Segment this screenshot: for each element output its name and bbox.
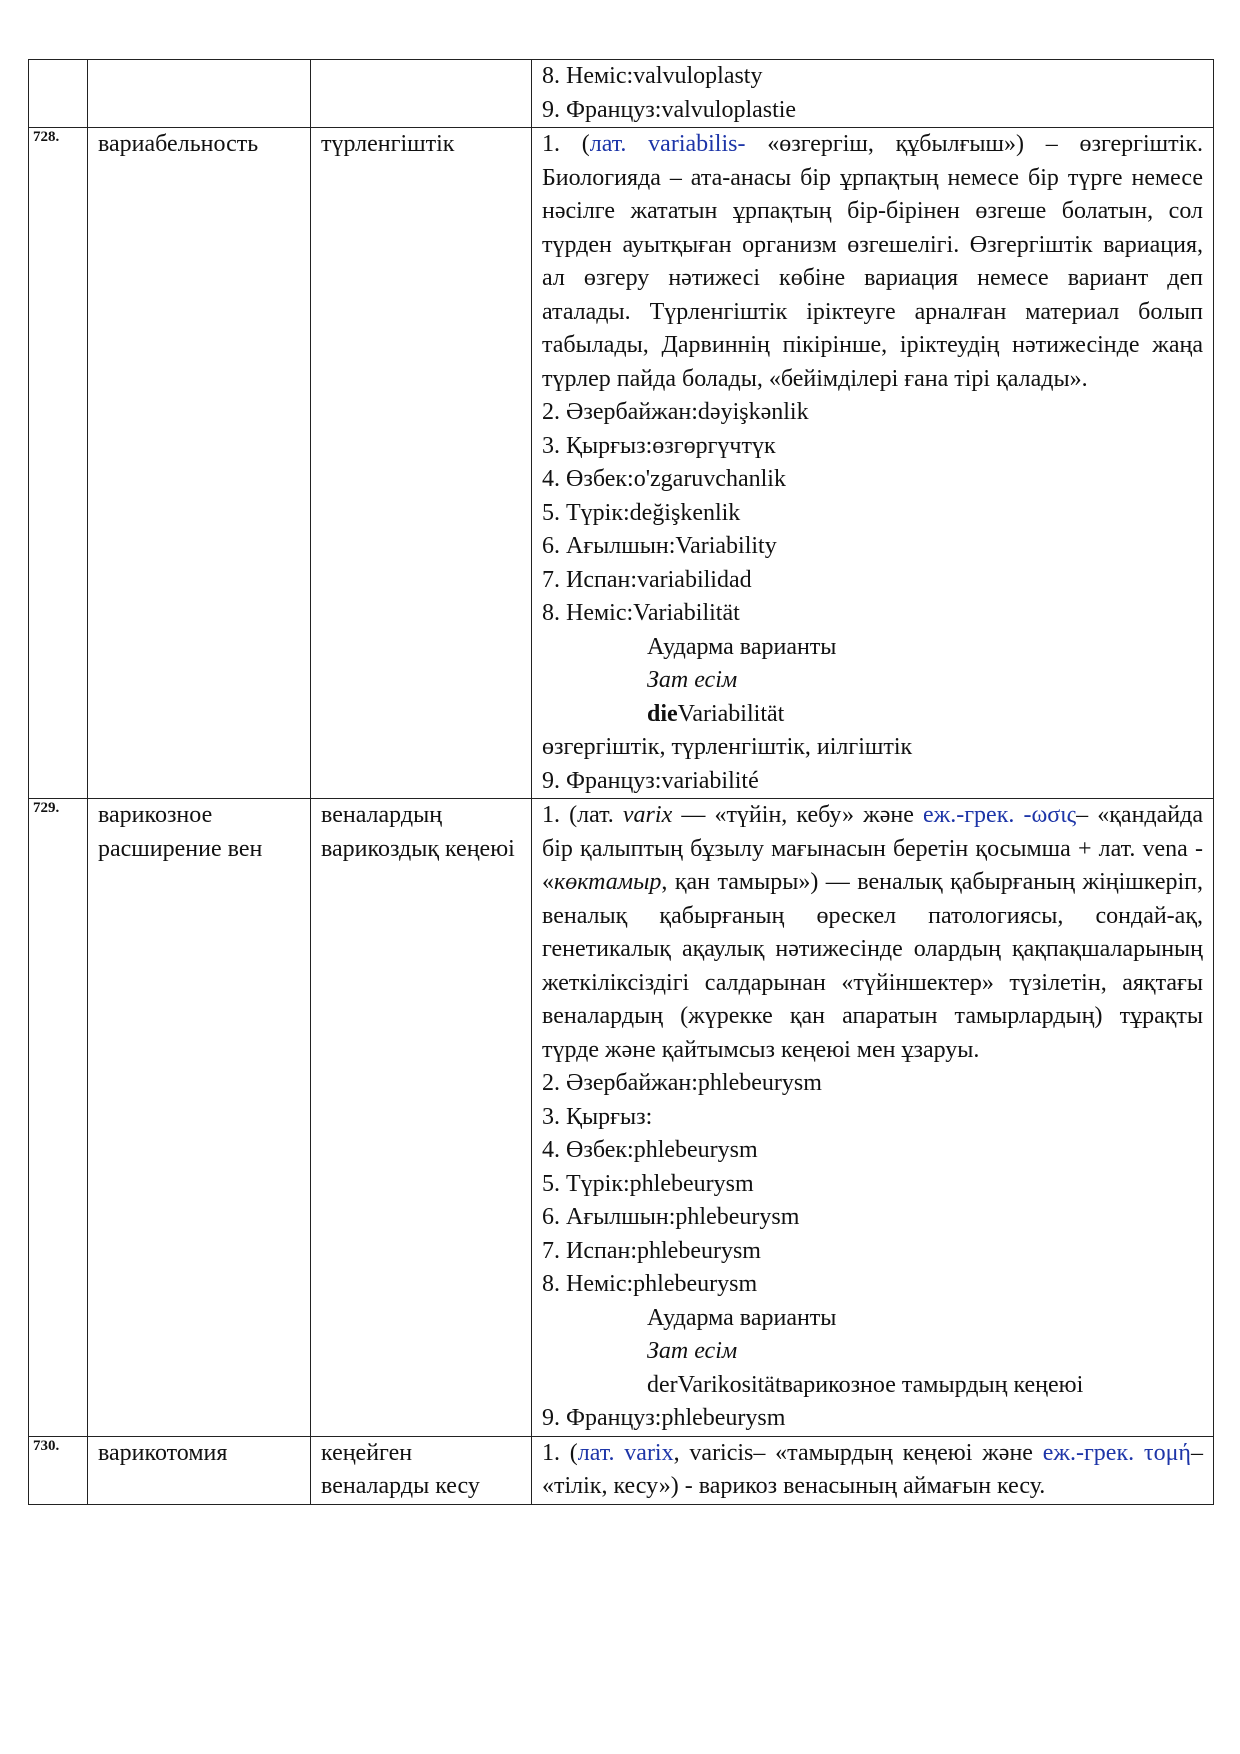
- translation-line: 8. Неміс:phlebeurysm: [542, 1271, 758, 1297]
- translation-line: 6. Ағылшын:phlebeurysm: [542, 1204, 800, 1230]
- table-row: [29, 128, 1214, 799]
- definition-part: , қан тамыры») — веналық қабырғаның жіңішкеріп, веналық қабырғаның өрескел патологиясы, сондай-ақ, генетикалық ақаулық нәтижесінде олардың қақпақшаларының жеткіліксіздігі салдарынан «түйіншектер» түзілетін, аяқтағы веналардың (жүрекке қан апаратын тамырлардың) тұрақты түрде және қайтымсыз кеңеюі мен ұзаруы.: [542, 869, 1203, 1063]
- definition-text: [542, 1437, 1203, 1504]
- definition-part: — «түйін, кебу» және: [672, 802, 923, 828]
- definition-part: – «тілік, кесу») - варикоз венасының аймағын кесу.: [542, 1439, 1203, 1499]
- translation-line: 5. Түрік:phlebeurysm: [542, 1170, 754, 1197]
- translation-line: 4. Өзбек:phlebeurysm: [542, 1137, 758, 1163]
- translation-line: 3. Қырғыз:өзгөргүчтүк: [542, 432, 776, 459]
- german-word: Variabilität: [677, 700, 785, 727]
- german-variant: [542, 698, 1203, 732]
- translation-line: 9. Француз:phlebeurysm: [542, 1405, 786, 1431]
- translation-line: 2. Әзербайжан:phlebeurysm: [542, 1070, 822, 1096]
- part-of-speech: Зат есім: [647, 667, 738, 693]
- variant-heading: Аударма варианты: [647, 633, 837, 660]
- definition-part: 1. (: [542, 1439, 578, 1466]
- german-article: die: [647, 700, 678, 727]
- translation-line: 3. Қырғыз:: [542, 1103, 653, 1130]
- translation-line: 6. Ағылшын:Variability: [542, 533, 777, 559]
- table-row: [29, 60, 1214, 128]
- table-row: [29, 1436, 1214, 1504]
- translation-line: 8. Неміс:valvuloplasty: [542, 63, 763, 89]
- translation-line: 2. Әзербайжан:dəyişkənlik: [542, 399, 809, 425]
- greek-origin: еж.-грек. τομή: [1042, 1439, 1191, 1466]
- part-of-speech: Зат есім: [647, 1338, 738, 1364]
- latin-origin: лат. varix: [577, 1439, 674, 1466]
- latin-word: varix: [622, 802, 673, 828]
- definition-prefix: 1. (: [542, 131, 590, 157]
- definition-body: «өзгергіш, құбылғыш») – өзгергіштік. Биологияда – ата-анасы бір ұрпақтың немесе бір түрге немесе нәсілге жататын ұрпақтың бір-бірінен өзгеше болатын, сол түрден ауытқыған организм өзгешелігі. Өзгергіштік вариация, ал өзгеру нәтижесі көбіне вариация немесе вариант деп аталады. Түрленгіштік іріктеуге арналған материал болып табылады, Дарвиннің пікірінше, іріктеудің нәтижесінде жаңа түрлер пайда болады, «бейімділері ғана тірі қалады».: [542, 131, 1203, 392]
- definition-cell: [532, 60, 1214, 128]
- definition-cell: [532, 1436, 1214, 1504]
- russian-term: вариабельность: [88, 128, 311, 799]
- dictionary-table: [28, 59, 1214, 1505]
- vein-word: көктамыр: [554, 869, 662, 895]
- russian-term: варикозное расширение вен: [88, 799, 311, 1437]
- definition-part: 1. (лат.: [542, 802, 623, 828]
- definition-part: – «қандайда бір қалыптың бұзылу мағынасын беретін қосымша + лат. vena - «: [542, 802, 1203, 895]
- definition-part: , varicis– «тамырдың кеңеюі және: [673, 1439, 1043, 1466]
- entry-number: 728.: [29, 128, 88, 799]
- translation-line: 4. Өзбек:o'zgaruvchanlik: [542, 466, 786, 492]
- kazakh-term: кеңейген веналарды кесу: [311, 1436, 532, 1504]
- table-row: [29, 799, 1214, 1437]
- definition-cell: [532, 799, 1214, 1437]
- entry-number: [29, 60, 88, 128]
- translation-line: 5. Түрік:değişkenlik: [542, 499, 741, 526]
- definition-cell: [532, 128, 1214, 799]
- kazakh-term: [311, 60, 532, 128]
- translation-line: 7. Испан:phlebeurysm: [542, 1237, 761, 1264]
- german-variant: derVarikositätварикозное тамырдың кеңеюі: [647, 1371, 1084, 1398]
- translation-line: 8. Неміс:Variabilität: [542, 600, 740, 626]
- entry-number: 729.: [29, 799, 88, 1437]
- definition-text: [542, 128, 1203, 396]
- translation-line: 9. Француз:valvuloplastie: [542, 96, 797, 123]
- definition-text: [542, 799, 1203, 1067]
- variants-line: өзгергіштік, түрленгіштік, иілгіштік: [542, 734, 913, 760]
- translation-line: 7. Испан:variabilidad: [542, 566, 752, 593]
- russian-term: варикотомия: [88, 1436, 311, 1504]
- latin-origin: лат. variabilis-: [589, 131, 746, 157]
- kazakh-term: веналардың варикоздық кеңеюі: [311, 799, 532, 1437]
- kazakh-term: түрленгіштік: [311, 128, 532, 799]
- translation-line: 9. Француз:variabilité: [542, 767, 759, 794]
- greek-origin: еж.-грек. -ωσις: [922, 802, 1077, 828]
- variant-heading: Аударма варианты: [647, 1304, 837, 1331]
- entry-number: 730.: [29, 1436, 88, 1504]
- russian-term: [88, 60, 311, 128]
